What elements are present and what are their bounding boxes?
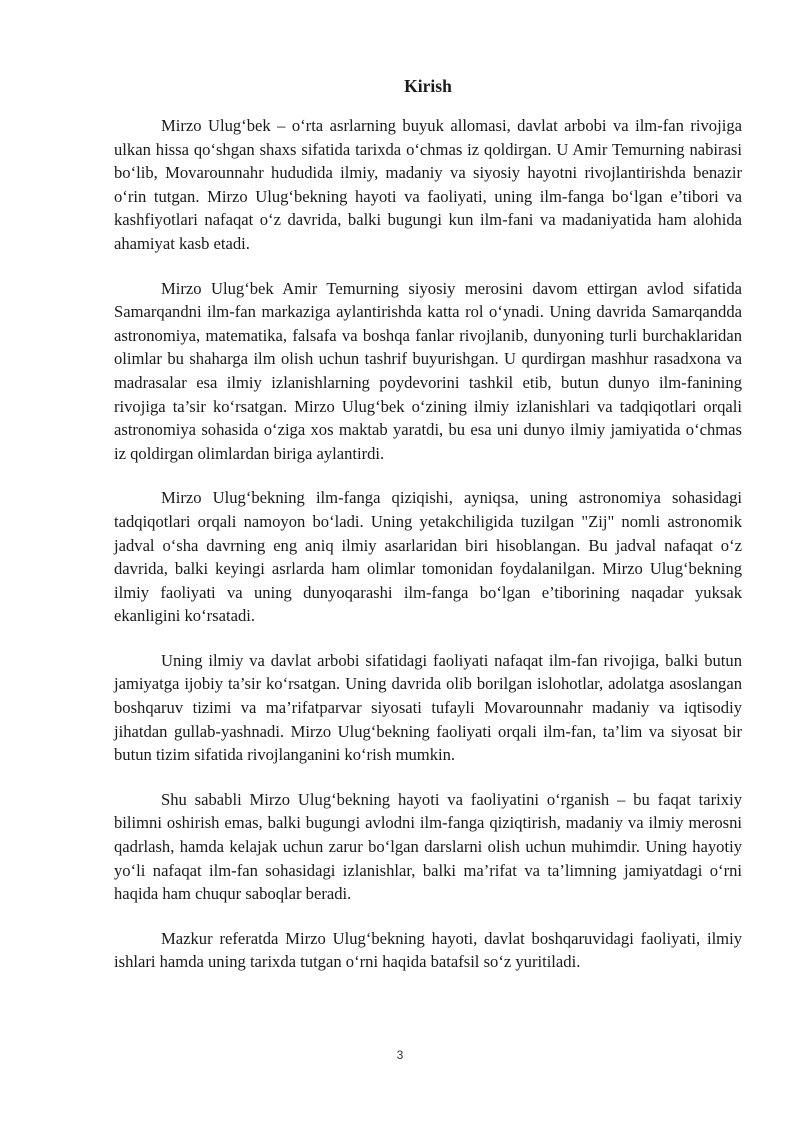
paragraph-scope: Mazkur referatda Mirzo Ulug‘bekning hayoti, davlat boshqaruvidagi faoliyati, ilmiy ishlari hamda uning tarixda tutgan o‘rni haqida batafsil so‘z yuritiladi. <box>114 928 742 972</box>
paragraph-astronomy: Mirzo Ulug‘bekning ilm-fanga qiziqishi, ayniqsa, uning astronomiya sohasidagi tadqiqotlari orqali namoyon bo‘ladi. Uning yetakchiligida tuzilgan "Zij" nomli astronomik jadval o‘sha davrning eng aniq ilmiy asarlaridan biri hisoblangan. Bu jadval nafaqat o‘z davrida, balki keyingi asrlarda ham olimlar tomonidan foydalanilgan. Mirzo Ulug‘bekning ilmiy faoliyati va uning dunyoqarashi ilm-fanga bo‘lgan e’tiborining naqadar yuksak ekanligini ko‘rsatadi. <box>114 488 742 626</box>
paragraph-intro: Mirzo Ulug‘bek – o‘rta asrlarning buyuk allomasi, davlat arbobi va ilm-fan rivojiga ulkan hissa qo‘shgan shaxs sifatida tarixda o‘chmas iz qoldirgan. U Amir Temurning nabirasi bo‘lib, Movarounnahr hududida ilmiy, madaniy va siyosiy hayotni rivojlantirishda benazir o‘rin tutgan. Mirzo Ulug‘bekning hayoti va faoliyati, uning ilm-fanga bo‘lgan e’tibori va kashfiyotlari nafaqat o‘z davrida, balki bugungi kun ilm-fani va madaniyatida ham alohida ahamiyat kasb etadi. <box>114 116 742 253</box>
document-page <box>114 74 742 995</box>
section-title: Kirish <box>404 76 452 96</box>
page-number: 3 <box>396 1048 404 1062</box>
paragraph-samarkand: Mirzo Ulug‘bek Amir Temurning siyosiy merosini davom ettirgan avlod sifatida Samarqandni ilm-fan markaziga aylantirishda katta rol o‘ynadi. Uning davrida Samarqandda astronomiya, matematika, falsafa va boshqa fanlar rivojlanib, dunyoning turli burchaklaridan olimlar bu shaharga ilm olish uchun tashrif buyurishgan. U qurdirgan mashhur rasadxona va madrasalar esa ilmiy izlanishlarning poydevorini tashkil etib, butun dunyo ilm-fanining rivojiga ta’sir ko‘rsatgan. Mirzo Ulug‘bek o‘zining ilmiy izlanishlari va tadqiqotlari orqali astronomiya sohasida o‘ziga xos maktab yaratdi, bu esa uni dunyo ilmiy jamiyatida o‘chmas iz qoldirgan olimlardan biriga aylantirdi. <box>114 278 742 463</box>
paragraph-significance: Shu sababli Mirzo Ulug‘bekning hayoti va faoliyatini o‘rganish – bu faqat tarixiy bilimni oshirish emas, balki bugungi avlodni ilm-fanga qiziqtirish, madaniy va ilmiy merosni qadrlash, hamda kelajak uchun zarur bo‘lgan darslarni olish uchun muhimdir. Uning hayotiy yo‘li nafaqat ilm-fan sohasidagi izlanishlar, balki ma’rifat va ta’limning jamiyatdagi o‘rni haqida ham chuqur saboqlar beradi. <box>114 789 742 904</box>
paragraph-statesman: Uning ilmiy va davlat arbobi sifatidagi faoliyati nafaqat ilm-fan rivojiga, balki butun jamiyatga ijobiy ta’sir ko‘rsatgan. Uning davrida olib borilgan islohotlar, adolatga asoslangan boshqaruv tizimi va ma’rifatparvar siyosati tufayli Movarounnahr madaniy va iqtisodiy jihatdan gullab-yashnadi. Mirzo Ulug‘bekning faoliyati orqali ilm-fan, ta’lim va siyosat bir butun tizim sifatida rivojlanganini ko‘rish mumkin. <box>114 650 742 765</box>
